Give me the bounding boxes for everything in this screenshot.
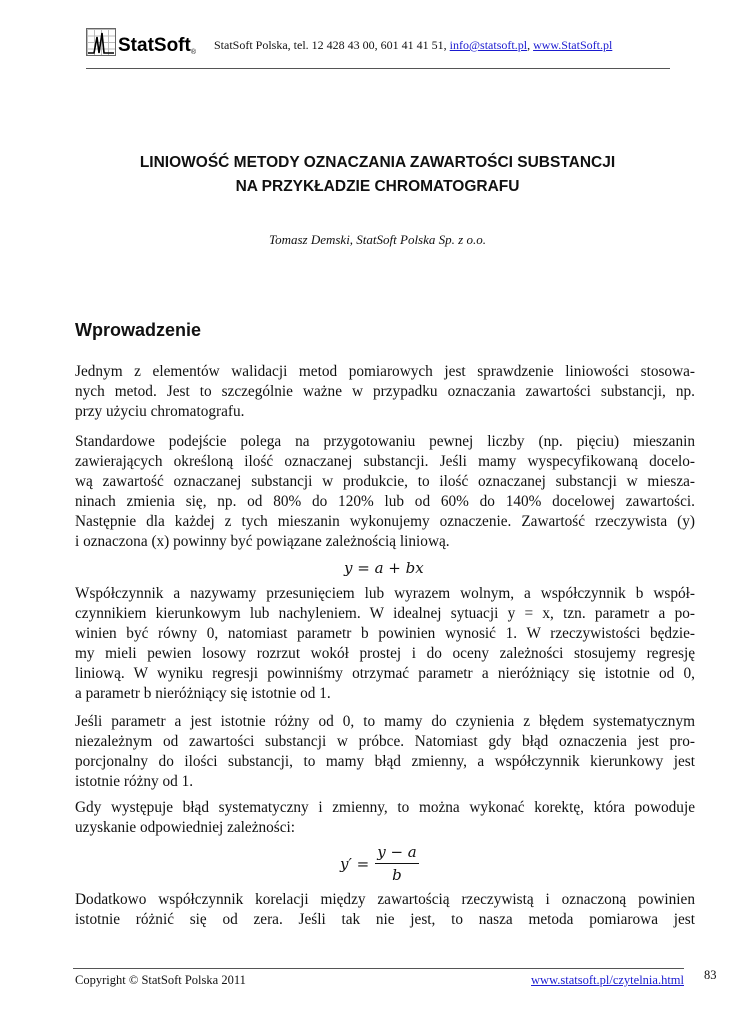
page-footer [73, 968, 684, 987]
page-header [86, 24, 670, 69]
fraction [375, 843, 419, 884]
contact-separator: , [527, 38, 534, 52]
text-line: Współczynnik a nazywamy przesunięciem lub wyrazem wolnym, a współczynnik b współ- [75, 585, 695, 602]
text-line: nych metod. Jest to szczególnie ważne w przypadku oznaczania zawartości substancji, np. [75, 383, 695, 400]
section-heading: Wprowadzenie [75, 320, 202, 340]
fraction-denominator: b [392, 866, 402, 884]
contact-text: StatSoft Polska, tel. 12 428 43 00, 601 41 41 51, [214, 38, 450, 52]
text-line: niezależnym od zawartości substancji w próbce. Natomiast gdy błąd oznaczenia jest pro- [75, 733, 695, 750]
text-line: Dodatkowo współczynnik korelacji między zawartością rzeczywistą i oznaczoną powinien [75, 891, 695, 908]
paragraph-5 [75, 798, 695, 838]
text-line: Następnie dla każdej z tych mieszanin wykonujemy oznaczenie. Zawartość rzeczywista (y) [75, 513, 695, 530]
text-line: i oznaczona (x) powinny być powiązane zależnością liniową. [75, 533, 450, 550]
text-line: porcjonalny do ilości substancji, to mamy błąd zmienny, a współczynnik kierunkowy jest [75, 753, 695, 770]
logo-registered: ® [190, 49, 196, 56]
paragraph-3 [75, 584, 695, 704]
website-link[interactable]: www.StatSoft.pl [533, 38, 613, 52]
statsoft-logo [86, 28, 196, 56]
text-line: Gdy występuje błąd systematyczny i zmienny, to można wykonać korektę, która powoduje [75, 799, 695, 816]
header-contact [214, 38, 612, 53]
title-line-1: LINIOWOŚĆ METODY OZNACZANIA ZAWARTOŚCI SUBSTANCJI [139, 154, 616, 171]
equation-lhs: y′ = [340, 854, 370, 873]
email-link[interactable]: info@statsoft.pl [449, 38, 528, 52]
author: Tomasz Demski, StatSoft Polska Sp. z o.o. [269, 232, 486, 247]
text-line: winien być równy 0, natomiast parametr b powinien wynosić 1. W rzeczywistości będzie- [75, 625, 695, 642]
paragraph-6 [75, 890, 695, 930]
text-line: czynnikiem kierunkowym lub nachyleniem. W idealnej sytuacji y = x, tzn. parametr a po- [75, 605, 695, 622]
text-line: a parametr b nieróżniący się istotnie od 1. [75, 685, 331, 702]
copyright: Copyright © StatSoft Polska 2011 [75, 973, 246, 987]
text-line: istotnie różnić się od zera. Jeśli tak nie jest, to nasza metoda pomiarowa jest [75, 911, 695, 928]
text-line: Jednym z elementów walidacji metod pomiarowych jest sprawdzenie liniowości stosowa- [75, 363, 695, 380]
text-line: istotnie różny od 1. [75, 773, 194, 790]
page-number: 83 [704, 968, 717, 982]
text-line: Jeśli parametr a jest istotnie różny od 0, to mamy do czynienia z błędem systematycznym [75, 713, 695, 730]
text-line: zawierających określoną ilość oznaczanej substancji. Jeśli mamy wyspecyfikowaną docelo- [75, 453, 695, 470]
linear-equation: y = a + bx [344, 559, 424, 577]
text-line: liniową. W wyniku regresji powinniśmy otrzymać parametr a nieróżniący się istotnie od 0, [75, 665, 695, 682]
logo-text: StatSoft [118, 35, 191, 56]
text-line: my mieli pewien losowy rozrzut wokół prostej i do oceny zależności stosujemy regresję [75, 645, 695, 662]
text-line: przy użyciu chromatografu. [75, 403, 245, 420]
footer-link[interactable]: www.statsoft.pl/czytelnia.html [531, 973, 684, 987]
chart-logo-icon [86, 28, 116, 56]
paragraph-2 [75, 432, 695, 552]
title-line-2: NA PRZYKŁADZIE CHROMATOGRAFU [235, 178, 520, 195]
text-line: Standardowe podejście polega na przygotowaniu pewnej liczby (np. pięciu) mieszanin [75, 433, 695, 450]
corrected-equation [340, 843, 419, 884]
text-line: uzyskanie odpowiedniej zależności: [75, 819, 296, 836]
text-line: ninach zmienia się, np. od 80% do 120% lub od 60% do 140% docelowej zawartości. [75, 493, 695, 510]
text-line: wą zawartość oznaczanej substancji w produkcie, to ilość oznaczanej substancji w miesza- [75, 473, 695, 490]
fraction-numerator: y − a [375, 843, 419, 864]
paragraph-4 [75, 712, 695, 792]
paragraph-1 [75, 362, 695, 422]
